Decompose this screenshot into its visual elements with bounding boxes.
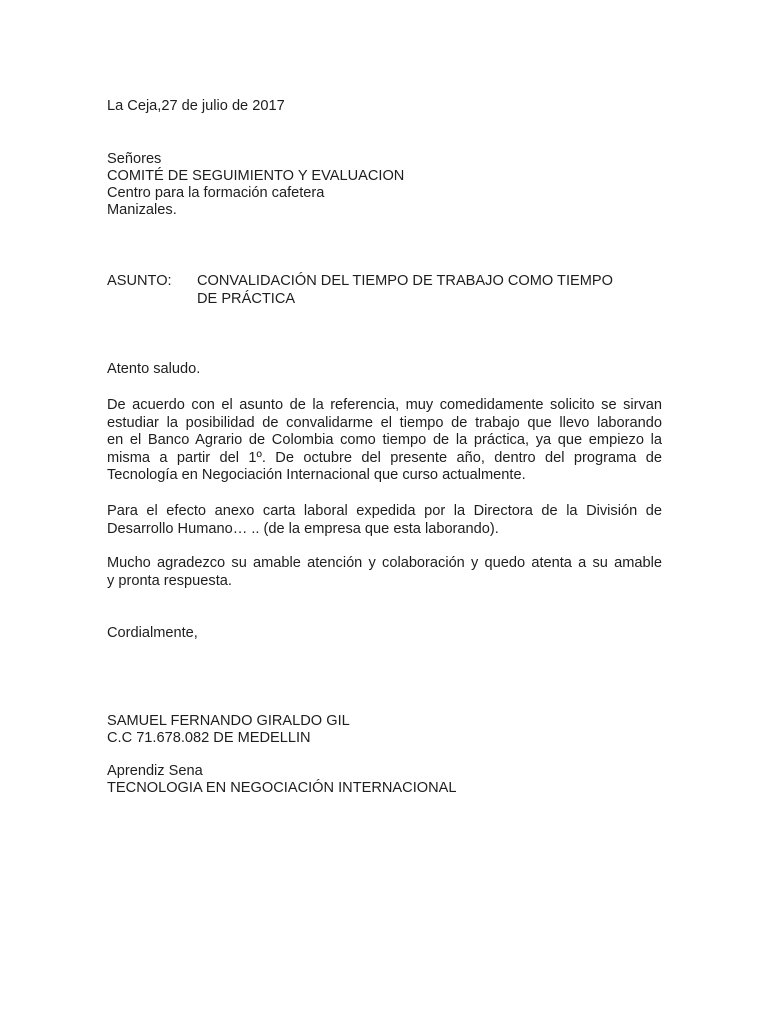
subject-label: ASUNTO: (107, 273, 172, 289)
body-paragraph-2 (107, 503, 662, 538)
paragraph-line: estudiar la posibilidad de convalidarme el tiempo de trabajo que llevo laborando (107, 414, 662, 431)
greeting: Atento saludo. (107, 361, 201, 377)
recipient-center: Centro para la formación cafetera (107, 185, 325, 201)
paragraph-line: Mucho agradezco su amable atención y colaboración y quedo atenta a su amable (107, 555, 662, 571)
signer-name: SAMUEL FERNANDO GIRALDO GIL (107, 713, 350, 729)
paragraph-line: en el Banco Agrario de Colombia como tiempo de la práctica, ya que empiezo la (107, 432, 662, 448)
recipient-salutation: Señores (107, 151, 162, 167)
recipient-city: Manizales. (107, 202, 177, 218)
subject-line-1: CONVALIDACIÓN DEL TIEMPO DE TRABAJO COMO TIEMPO (197, 273, 613, 289)
signer-program: TECNOLOGIA EN NEGOCIACIÓN INTERNACIONAL (107, 780, 457, 796)
paragraph-line: Tecnología en Negociación Internacional que curso actualmente. (107, 467, 526, 483)
paragraph-line: De acuerdo con el asunto de la referencia, muy comedidamente solicito se sirvan (107, 397, 662, 413)
subject-text (197, 273, 613, 308)
date-line: La Ceja,27 de julio de 2017 (107, 98, 285, 114)
paragraph-line: Para el efecto anexo carta laboral expedida por la Directora de la División de (107, 503, 662, 519)
paragraph-line: Desarrollo Humano… .. (de la empresa que esta laborando). (107, 520, 499, 537)
signer-id: C.C 71.678.082 DE MEDELLIN (107, 730, 311, 746)
recipient-committee: COMITÉ DE SEGUIMIENTO Y EVALUACION (107, 168, 405, 184)
body-paragraph-3 (107, 555, 662, 590)
closing: Cordialmente, (107, 625, 198, 641)
body-paragraph-1 (107, 397, 662, 485)
paragraph-line: y pronta respuesta. (107, 572, 232, 589)
paragraph-line: misma a partir del 1º. De octubre del presente año, dentro del programa de (107, 449, 662, 466)
signer-role: Aprendiz Sena (107, 763, 203, 779)
subject-line-2: DE PRÁCTICA (197, 290, 296, 307)
